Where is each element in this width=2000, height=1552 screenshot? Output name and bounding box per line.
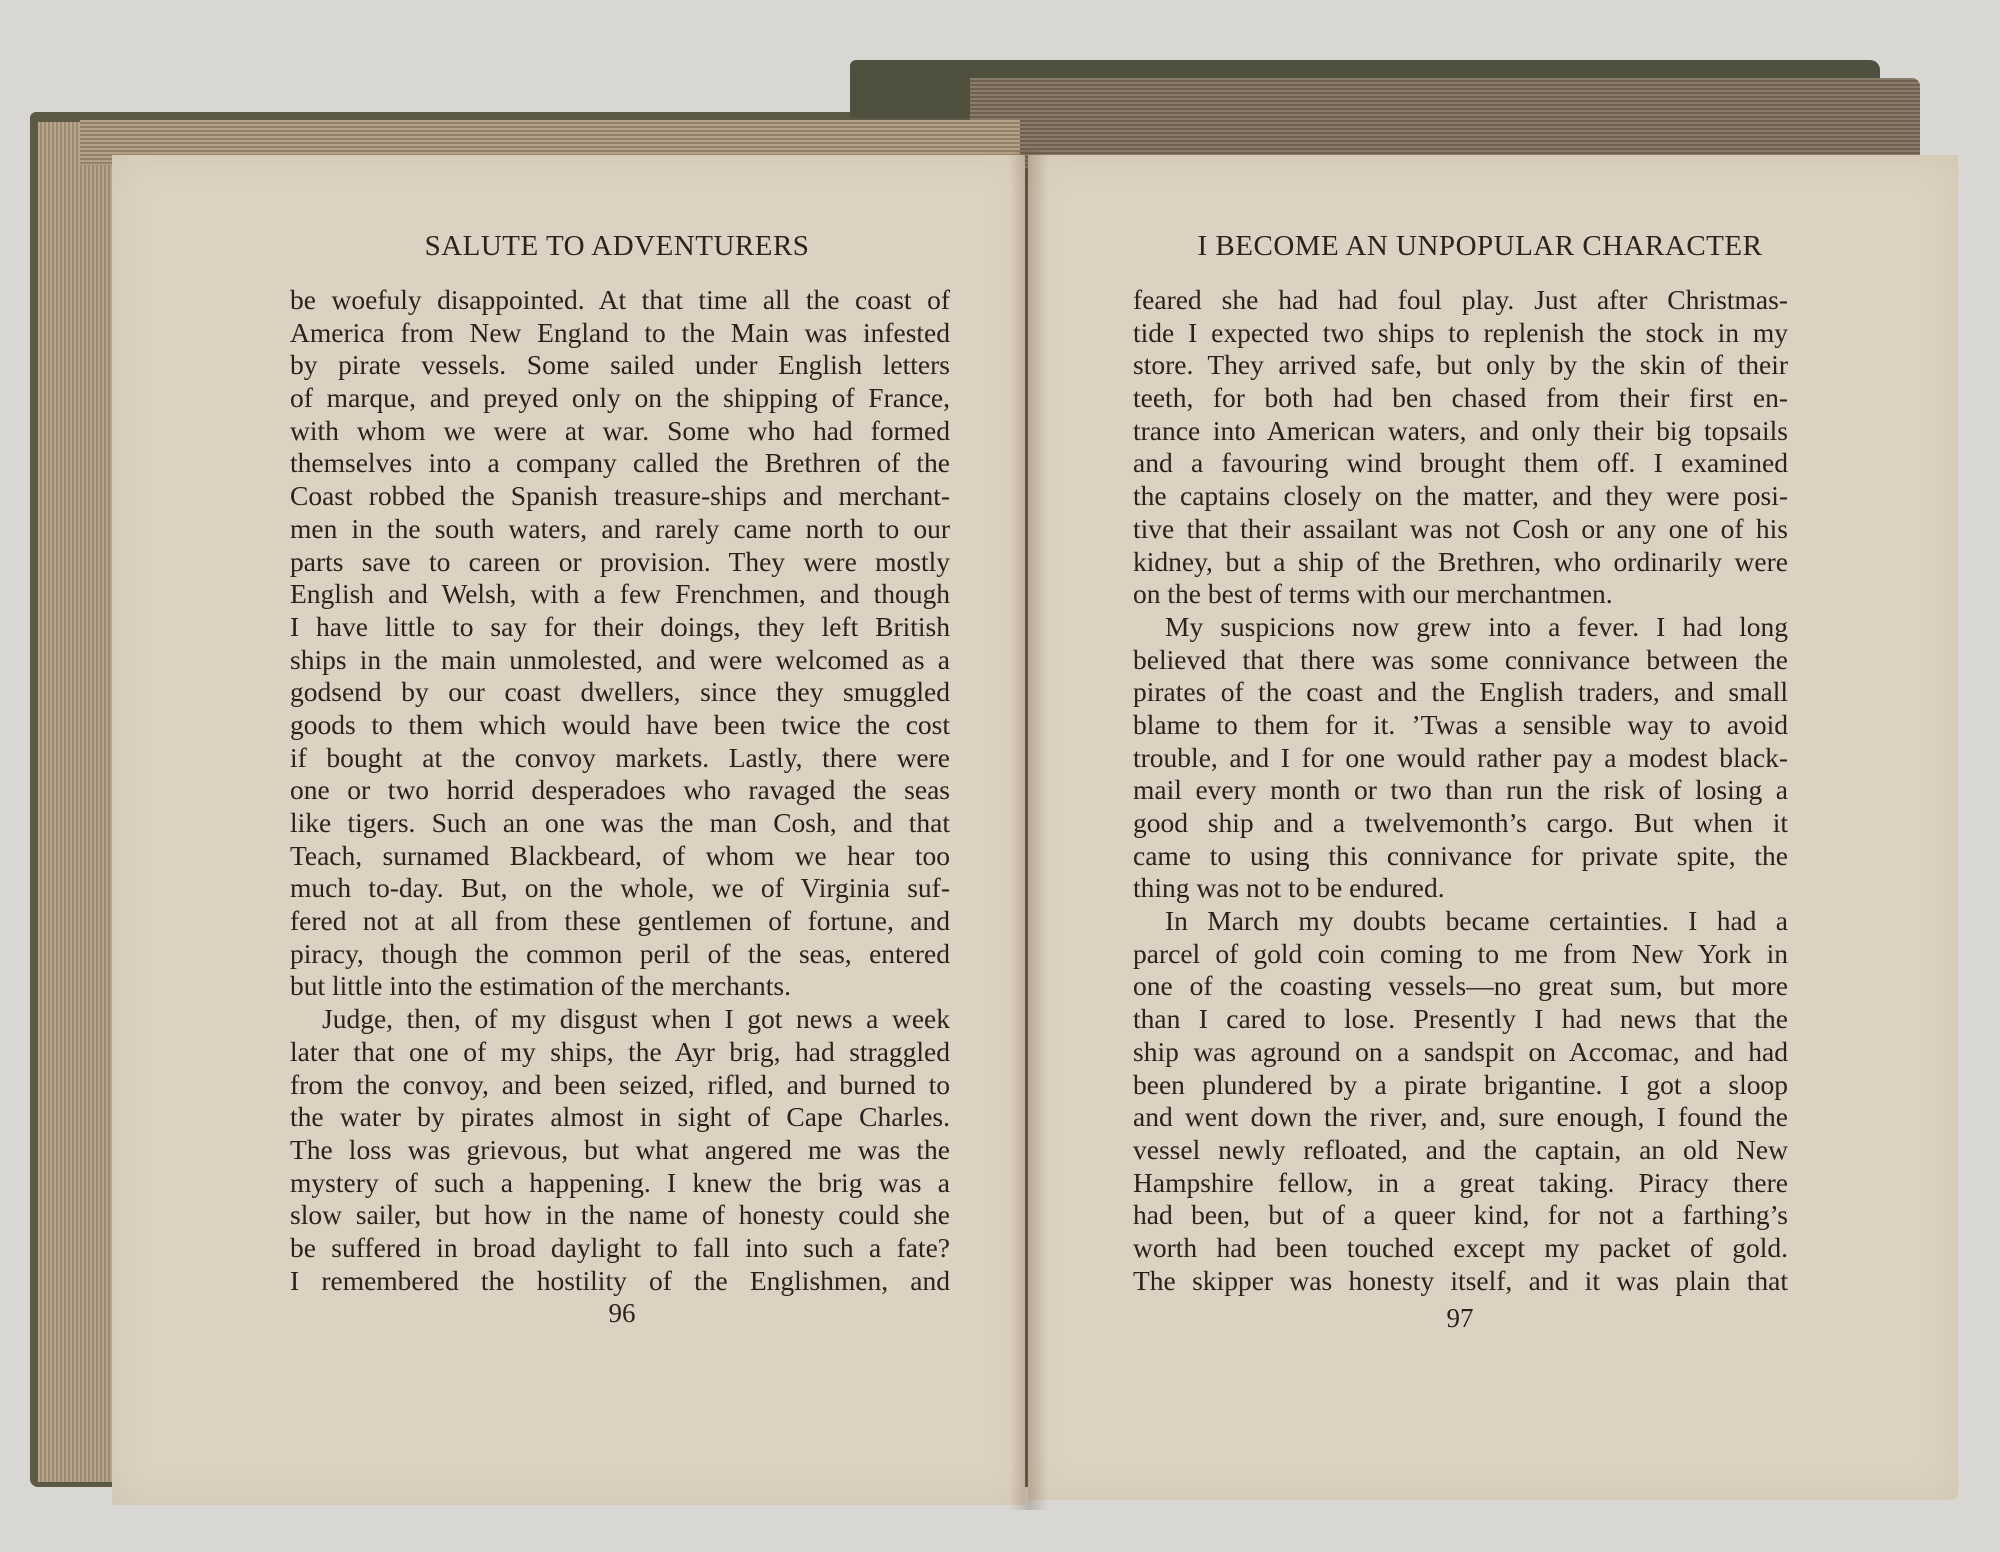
text-line: one or two horrid desperadoes who ravaged the seas — [290, 774, 950, 806]
text-line: mystery of such a happening. I knew the brig was a — [290, 1166, 950, 1198]
text-line: themselves into a company called the Brethren of the — [290, 447, 950, 479]
text-line: godsend by our coast dwellers, since they smuggled — [290, 676, 950, 708]
text-line: piracy, though the common peril of the seas, entered — [290, 937, 950, 969]
text-line: had been, but of a queer kind, for not a farthing’s — [1133, 1199, 1788, 1231]
text-line: of marque, and preyed only on the shipping of France, — [290, 382, 950, 414]
text-line: ships in the main unmolested, and were welcomed as a — [290, 643, 950, 675]
text-line: trance into American waters, and only their big topsails — [1133, 414, 1788, 446]
text-line: and went down the river, and, sure enough, I found the — [1133, 1101, 1788, 1133]
text-line: The skipper was honesty itself, and it was plain that — [1133, 1264, 1788, 1296]
text-line: slow sailer, but how in the name of honesty could she — [290, 1199, 950, 1231]
text-line: Judge, then, of my disgust when I got news a week — [322, 1003, 950, 1035]
text-line: if bought at the convoy markets. Lastly, there were — [290, 741, 950, 773]
text-line: parts save to careen or provision. They were mostly — [290, 545, 950, 577]
text-line: parcel of gold coin coming to me from New York in — [1133, 937, 1788, 969]
text-line: blame to them for it. ’Twas a sensible way to avoid — [1133, 708, 1788, 740]
text-line: men in the south waters, and rarely came north to our — [290, 512, 950, 544]
text-line: In March my doubts became certainties. I had a — [1165, 905, 1788, 937]
text-line: pirates of the coast and the English traders, and small — [1133, 676, 1788, 708]
text-line: store. They arrived safe, but only by the skin of their — [1133, 349, 1788, 381]
text-line: Teach, surnamed Blackbeard, of whom we hear too — [290, 839, 950, 871]
text-line: trouble, and I for one would rather pay a modest black- — [1133, 741, 1788, 773]
text-line: be suffered in broad daylight to fall into such a fate? — [290, 1231, 950, 1263]
book-gutter — [1010, 150, 1048, 1510]
text-line: later that one of my ships, the Ayr brig, had straggled — [290, 1035, 950, 1067]
left-page-text — [290, 284, 950, 1297]
text-line: tive that their assailant was not Cosh or any one of his — [1133, 512, 1788, 544]
text-line: fered not at all from these gentlemen of fortune, and — [290, 905, 950, 937]
text-line: kidney, but a ship of the Brethren, who ordinarily were — [1133, 545, 1788, 577]
text-line: believed that there was some connivance between the — [1133, 643, 1788, 675]
text-line: vessel newly refloated, and the captain, an old New — [1133, 1133, 1788, 1165]
right-page-number: 97 — [1446, 1303, 1474, 1333]
right-running-head: I BECOME AN UNPOPULAR CHARACTER — [1197, 230, 1763, 262]
text-line: My suspicions now grew into a fever. I had long — [1165, 610, 1788, 642]
left-running-head: SALUTE TO ADVENTURERS — [424, 230, 810, 262]
text-line: and a favouring wind brought them off. I examined — [1133, 447, 1788, 479]
text-line: from the convoy, and been seized, rifled, and burned to — [290, 1068, 950, 1100]
text-line: thing was not to be endured. — [1133, 872, 1445, 904]
text-line: feared she had had foul play. Just after Christmas- — [1133, 284, 1788, 315]
text-line: I have little to say for their doings, they left British — [290, 610, 950, 642]
text-line: teeth, for both had ben chased from their first en- — [1133, 382, 1788, 414]
text-line: Coast robbed the Spanish treasure-ships and merchant- — [290, 480, 950, 512]
text-line: on the best of terms with our merchantmen. — [1133, 578, 1613, 610]
text-line: came to using this connivance for private spite, the — [1133, 839, 1788, 871]
text-line: good ship and a twelvemonth’s cargo. But when it — [1133, 807, 1788, 838]
text-line: The loss was grievous, but what angered me was the — [290, 1133, 950, 1165]
text-line: with whom we were at war. Some who had formed — [290, 414, 950, 446]
text-line: mail every month or two than run the risk of losing a — [1133, 774, 1788, 806]
text-line: but little into the estimation of the merchants. — [290, 970, 792, 1002]
text-line: be woefuly disappointed. At that time all the coast of — [290, 284, 950, 315]
text-line: goods to them which would have been twice the cost — [290, 708, 950, 740]
text-line: than I cared to lose. Presently I had news that the — [1133, 1003, 1788, 1035]
text-line: the captains closely on the matter, and they were posi- — [1133, 480, 1788, 512]
text-line: Hampshire fellow, in a great taking. Piracy there — [1133, 1166, 1788, 1198]
text-line: much to-day. But, on the whole, we of Virginia suf- — [290, 872, 950, 904]
right-page-text — [1133, 284, 1788, 1297]
text-line: I remembered the hostility of the Englishmen, and — [290, 1264, 950, 1296]
text-line: tide I expected two ships to replenish the stock in my — [1133, 316, 1788, 348]
text-line: like tigers. Such an one was the man Cosh, and that — [290, 807, 950, 838]
text-line: English and Welsh, with a few Frenchmen, and though — [290, 578, 950, 610]
text-line: ship was aground on a sandspit on Accomac, and had — [1133, 1035, 1788, 1067]
text-line: the water by pirates almost in sight of Cape Charles. — [290, 1101, 950, 1133]
left-page-number: 96 — [608, 1298, 636, 1328]
text-line: been plundered by a pirate brigantine. I got a sloop — [1133, 1068, 1788, 1100]
text-line: worth had been touched except my packet of gold. — [1133, 1231, 1788, 1263]
text-line: one of the coasting vessels—no great sum, but more — [1133, 970, 1788, 1002]
text-line: America from New England to the Main was infested — [290, 316, 950, 348]
text-line: by pirate vessels. Some sailed under English letters — [290, 349, 950, 381]
